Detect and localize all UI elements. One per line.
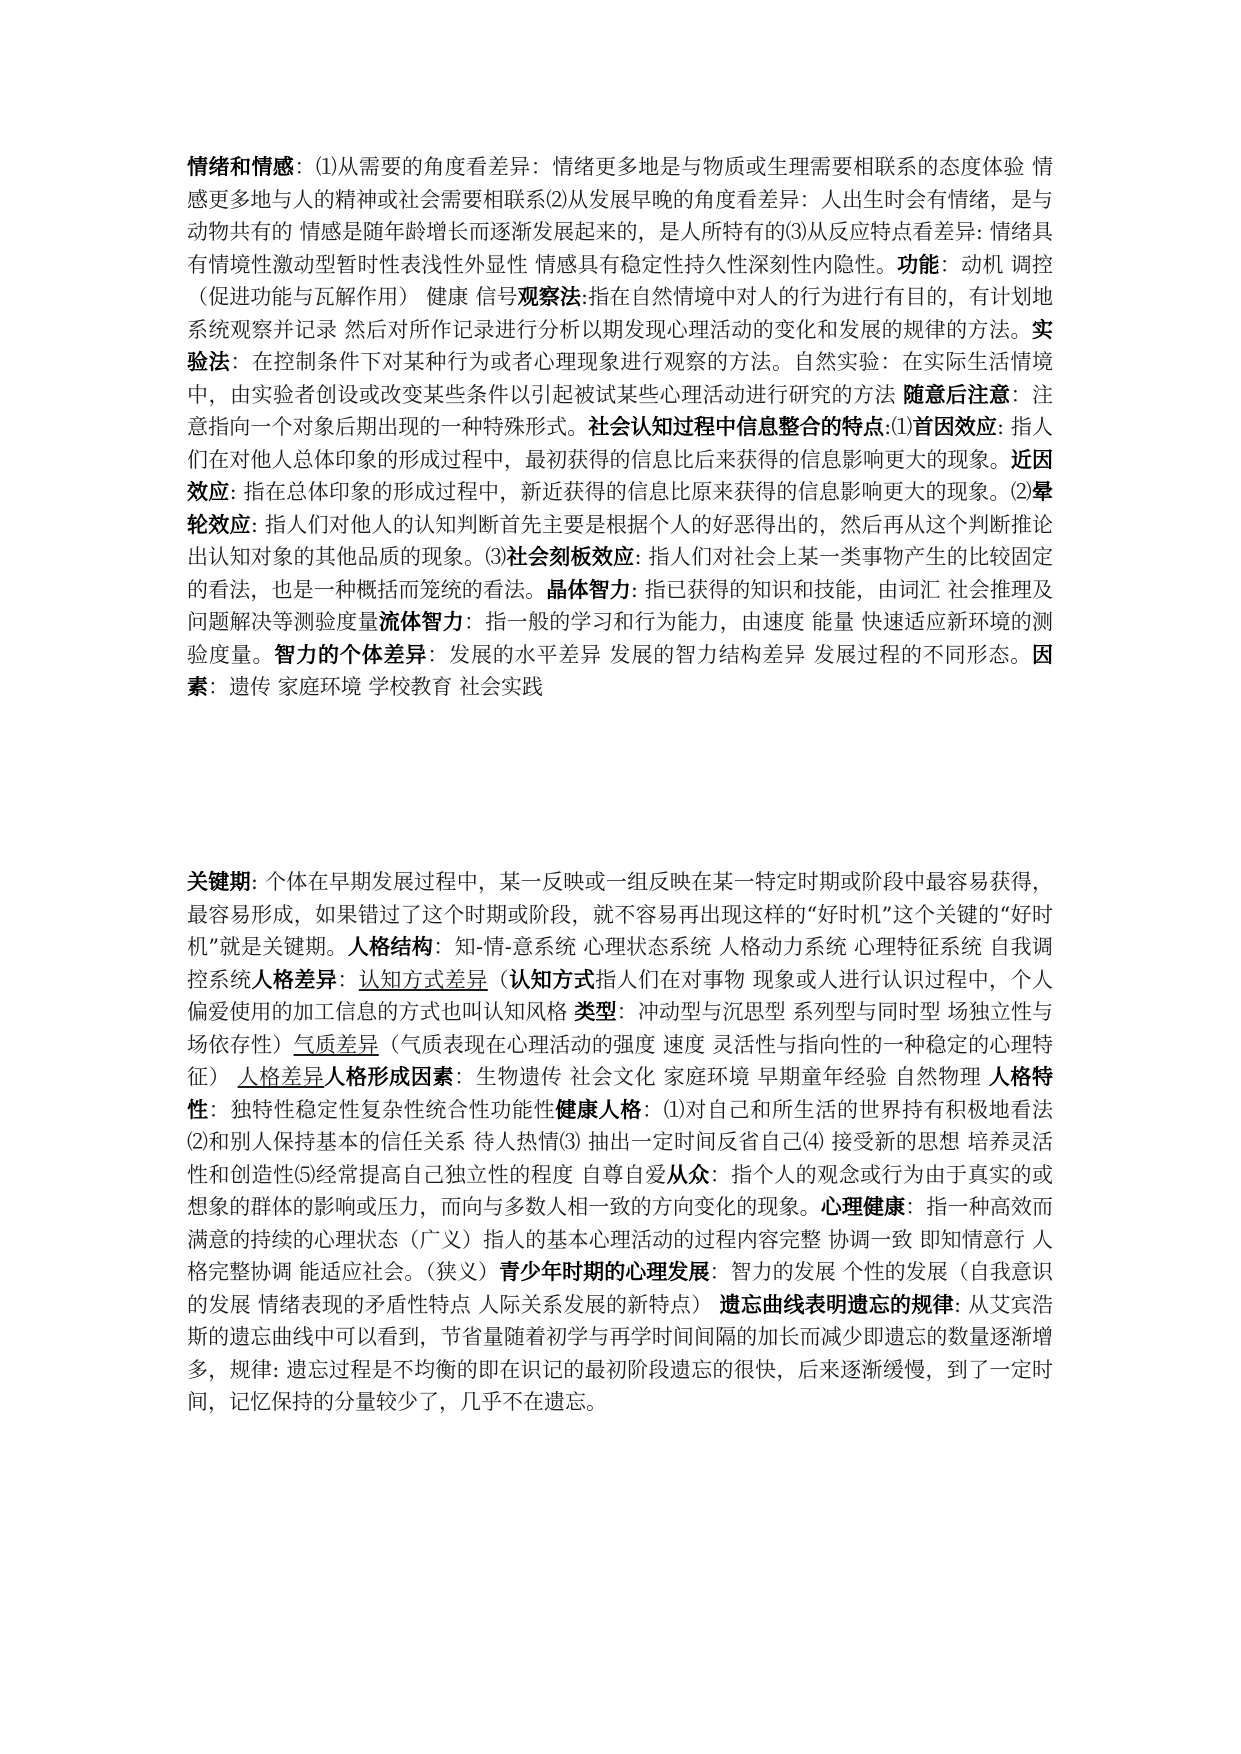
body-text: : 个体在早期发展过程中，某一反映或一组反映在某一特定时期或阶段中最容易获得，最容易形成，如果错过了这个时期或阶段，就不容易再出现这样的“好时机”这个关键的“好时机”就是关键期。 — [187, 870, 1054, 959]
key-term: 社会刻板效应 — [506, 545, 635, 569]
body-text: : 指人们对他人的认知判断首先主要是根据个人的好恶得出的，然后再从这个判断推论出认知对象的其他品质的现象。⑶ — [187, 512, 1054, 569]
key-term: 遗忘曲线表明遗忘的规律 — [719, 1292, 954, 1317]
key-term: 流体智力 — [378, 610, 465, 634]
body-text: ：生物遗传 社会文化 家庭环境 早期童年经验 自然物理 — [454, 1065, 989, 1089]
body-text: ：冲动型与沉思型 系列型与同时型 场独立性与场依存性） — [187, 1000, 1053, 1057]
key-term: 人格形成因素 — [324, 1065, 455, 1089]
key-term: 认知方式 — [509, 967, 596, 992]
key-term: 近因效应 — [187, 447, 1053, 504]
body-text: ：独特性稳定性复杂性统合性功能性 — [208, 1097, 556, 1122]
key-term: 观察法 — [517, 285, 582, 309]
body-text: :⑴ — [884, 415, 913, 439]
key-term: 随意后注意 — [903, 382, 1011, 407]
key-term: 人格特性 — [187, 1065, 1054, 1122]
key-term: 心理健康 — [820, 1195, 906, 1219]
key-term: 青少年时期的心理发展 — [498, 1260, 710, 1284]
body-text: : 指已获得的知识和技能，由词汇 社会推理及问题解决等测验度量 — [187, 577, 1053, 634]
key-term: 功能 — [897, 252, 940, 277]
body-text: : 指在总体印象的形成过程中，新近获得的信息比原来获得的信息影响更大的现象。⑵ — [229, 480, 1033, 504]
body-text: ：遗传 家庭环境 学校教育 社会实践 — [208, 675, 544, 699]
body-text: ： — [337, 967, 359, 992]
body-text: ：指个人的观念或行为由于真实的或想象的群体的影响或压力，而向与多数人相一致的方向变化的现象。 — [187, 1162, 1053, 1219]
key-term: 社会认知过程中信息整合的特点 — [588, 415, 885, 439]
key-term: 人格结构 — [347, 935, 434, 959]
paragraph-personality-and-memory — [187, 866, 1053, 1419]
key-term: 因素 — [187, 642, 1054, 699]
key-term: 实验法 — [187, 317, 1053, 374]
body-text: （ — [487, 967, 510, 992]
key-term: 类型 — [574, 1000, 617, 1024]
body-text: : 指人们对社会上某一类事物产生的比较固定的看法，也是一种概括而笼统的看法。 — [187, 545, 1054, 602]
body-text: : 指人们在对他人总体印象的形成过程中，最初获得的信息比后来获得的信息影响更大的现象。 — [187, 415, 1054, 472]
key-term: 首因效应 — [912, 415, 997, 439]
body-text: ：知-情-意系统 心理状态系统 人格动力系统 心理特征系统 自我调控系统 — [187, 935, 1054, 992]
body-text: ：动机 调控（促进功能与瓦解作用） 健康 信号 — [187, 252, 1053, 309]
body-text: :指在自然情境中对人的行为进行有目的，有计划地系统观察并记录 然后对所作记录进行分析以期发现心理活动的变化和发展的规律的方法。 — [187, 285, 1054, 342]
body-text: : 从艾宾浩斯的遗忘曲线中可以看到，节省量随着初学与再学时间间隔的加长而减少即遗忘的数量逐渐增多，规律: 遗忘过程是不均衡的即在识记的最初阶段遗忘的很快，后来逐渐缓慢，到了一定时间，记忆保持的分量较少了，几乎不在遗忘。 — [187, 1292, 1053, 1414]
key-term: 晕轮效应 — [187, 480, 1054, 537]
key-term: 晶体智力 — [546, 577, 631, 602]
body-text: ：注意指向一个对象后期出现的一种特殊形式。 — [187, 382, 1053, 439]
key-term: 从众 — [666, 1162, 710, 1187]
body-text: ：指一般的学习和行为能力，由速度 能量 快速适应新环境的测验度量。 — [187, 610, 1053, 667]
underlined-term: 气质差异 — [293, 1032, 379, 1057]
body-text: （气质表现在心理活动的强度 速度 灵活性与指向性的一种稳定的心理特征） — [187, 1032, 1053, 1089]
body-text: ：智力的发展 个性的发展（自我意识的发展 情绪表现的矛盾性特点 人际关系发展的新特点） — [187, 1260, 1053, 1317]
paragraph-emotion-and-intelligence — [187, 151, 1053, 704]
key-term: 人格差异 — [251, 967, 338, 992]
key-term: 健康人格 — [555, 1097, 643, 1122]
body-text: ：在控制条件下对某种行为或者心理现象进行观察的方法。自然实验：在实际生活情境中，由实验者创设或改变某些条件以引起被试某些心理活动进行研究的方法 — [187, 350, 1054, 407]
body-text: ：⑴从需要的角度看差异：情绪更多地是与物质或生理需要相联系的态度体验 情感更多地与人的精神或社会需要相联系⑵从发展早晚的角度看差异：人出生时会有情绪，是与动物共有的 情感是随年龄增长而逐渐发展起来的，是人所特有的⑶从反应特点看差异: 情绪具有情境性激动型暂时性表浅性外显性 情感具有稳定性持久性深刻性内隐性。 — [187, 155, 1053, 277]
underlined-term: 认知方式差异 — [358, 967, 488, 992]
key-term: 智力的个体差异 — [274, 642, 428, 667]
body-text: 指人们在对事物 现象或人进行认识过程中，个人偏爱使用的加工信息的方式也叫认知风格 — [187, 967, 1054, 1024]
key-term: 关键期 — [187, 870, 251, 894]
body-text: ：⑴对自己和所生活的世界持有积极地看法 ⑵和别人保持基本的信任关系 待人热情⑶ 抽出一定时间反省自己⑷ 接受新的思想 培养灵活性和创造性⑸经常提高自己独立性的程度 自尊自爱 — [187, 1097, 1054, 1187]
body-text: ：发展的水平差异 发展的智力结构差异 发展过程的不同形态。 — [427, 642, 1033, 667]
key-term: 情绪和情感 — [187, 155, 295, 179]
underlined-term: 人格差异 — [237, 1065, 325, 1089]
body-text: ：指一种高效而满意的持续的心理状态（广义）指人的基本心理活动的过程内容完整 协调一致 即知情意行 人格完整协调 能适应社会。（狭义） — [187, 1195, 1053, 1284]
